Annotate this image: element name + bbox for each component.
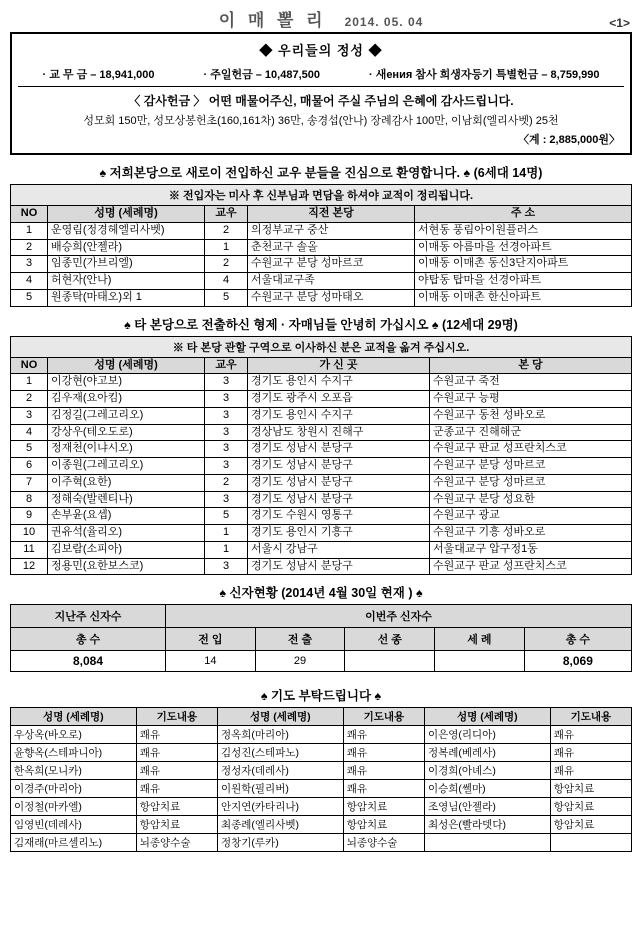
col-parish: 본 당 [430, 357, 632, 374]
status-value-row [11, 651, 632, 672]
table-row [11, 289, 632, 306]
cell-parish: 춘천교구 솔올 [248, 239, 415, 256]
prayer-item: 쾌유 [343, 726, 424, 744]
cell-no: 1 [11, 222, 48, 239]
status-col-prev-total: 총 수 [11, 628, 166, 651]
cell-parish: 군종교구 진해해군 [430, 424, 632, 441]
cell-no: 1 [11, 374, 48, 391]
cell-no: 6 [11, 458, 48, 475]
prayer-item: 쾌유 [343, 762, 424, 780]
offering-total: 〈계 : 2,885,000원〉 [518, 134, 620, 146]
cell-no: 5 [11, 441, 48, 458]
transfer-out-subheading: ※ 타 본당 관할 구역으로 이사하신 분은 교적을 옮겨 주십시오. [10, 336, 632, 357]
cell-name: 손부윤(요셉) [48, 508, 205, 525]
table-row [11, 256, 632, 273]
cell-parish: 의정부교구 중산 [248, 222, 415, 239]
prayer-item: 항암치료 [343, 798, 424, 816]
cell-no: 4 [11, 273, 48, 290]
prayer-name: 한옥희(모니카) [11, 762, 137, 780]
offering-item-2: · 새ения 참사 희생자등기 특별헌금 – 8,759,990 [368, 69, 600, 81]
cell-name: 정용민(요한보스코) [48, 558, 205, 575]
prayer-name: 이원학(필리버) [217, 780, 343, 798]
cell-name: 임종민(가브리엘) [48, 256, 205, 273]
offering-item-1: · 주일헌금 – 10,487,500 [203, 69, 320, 81]
cell-no: 10 [11, 525, 48, 542]
cell-destination: 경상남도 창원시 진해구 [248, 424, 430, 441]
cell-destination: 경기도 성남시 분당구 [248, 474, 430, 491]
cell-members: 3 [205, 407, 248, 424]
prayer-item: 항암치료 [343, 816, 424, 834]
cell-name: 김우재(요아킴) [48, 391, 205, 408]
cell-no: 9 [11, 508, 48, 525]
cell-no: 5 [11, 289, 48, 306]
col-address: 주 소 [415, 206, 632, 223]
cell-name: 김보람(소피아) [48, 541, 205, 558]
status-col-in: 전 입 [166, 628, 256, 651]
cell-destination: 경기도 광주시 오포읍 [248, 391, 430, 408]
prayer-item: 항암치료 [550, 816, 631, 834]
col-no: NO [11, 206, 48, 223]
prayer-name: 정창기(루카) [217, 834, 343, 852]
transfer-in-table [10, 205, 632, 307]
cell-parish: 수원교구 판교 성프란치스코 [430, 558, 632, 575]
col-destination: 가 신 곳 [248, 357, 430, 374]
col-members: 교우 [205, 357, 248, 374]
cell-name: 권유석(율리오) [48, 525, 205, 542]
transfer-in-heading: ♠ 저희본당으로 새로이 전입하신 교우 분들을 진심으로 환영합니다. ♠ (6세대 14명) [99, 166, 543, 180]
table-row [11, 222, 632, 239]
cell-destination: 경기도 용인시 수지구 [248, 407, 430, 424]
status-col-total: 총 수 [524, 628, 631, 651]
prayer-name: 임영빈(데레사) [11, 816, 137, 834]
prayer-item: 항암치료 [136, 816, 217, 834]
cell-address: 이매동 이매촌 한신아파트 [415, 289, 632, 306]
table-row [11, 239, 632, 256]
transfer-out-table [10, 357, 632, 576]
table-header-row [11, 206, 632, 223]
cell-destination: 경기도 성남시 분당구 [248, 491, 430, 508]
masthead [10, 6, 632, 32]
prayer-row [11, 726, 632, 744]
issue-date: 2014. 05. 04 [344, 15, 424, 29]
cell-no: 3 [11, 407, 48, 424]
prayer-item: 쾌유 [136, 780, 217, 798]
cell-parish: 수원교구 죽전 [430, 374, 632, 391]
prayer-col-name-1: 성명 (세례명) [11, 708, 137, 726]
prayer-item: 쾌유 [343, 780, 424, 798]
cell-members: 3 [205, 391, 248, 408]
cell-destination: 경기도 성남시 분당구 [248, 441, 430, 458]
prayer-row [11, 798, 632, 816]
cell-members: 2 [205, 256, 248, 273]
cell-parish: 수원교구 광교 [430, 508, 632, 525]
table-row [11, 508, 632, 525]
cell-address: 야탑동 탑마을 선경아파트 [415, 273, 632, 290]
table-row [11, 374, 632, 391]
prayer-name: 정옥희(마리아) [217, 726, 343, 744]
cell-parish: 수원교구 기흥 성바오로 [430, 525, 632, 542]
table-row [11, 273, 632, 290]
cell-parish: 수원교구 능평 [430, 391, 632, 408]
cell-address: 이매동 이매촌 동신3단지아파트 [415, 256, 632, 273]
cell-members: 3 [205, 424, 248, 441]
prayer-item: 항암치료 [550, 780, 631, 798]
table-row [11, 541, 632, 558]
cell-members: 1 [205, 239, 248, 256]
cell-members: 3 [205, 441, 248, 458]
cell-name: 이강현(야고보) [48, 374, 205, 391]
cell-no: 12 [11, 558, 48, 575]
prayer-row [11, 834, 632, 852]
prayer-item: 쾌유 [550, 744, 631, 762]
prayer-name [424, 834, 550, 852]
cell-name: 김정길(그레고리오) [48, 407, 205, 424]
cell-members: 3 [205, 374, 248, 391]
cell-members: 3 [205, 491, 248, 508]
cell-address: 이매동 아름마을 선경아파트 [415, 239, 632, 256]
prayer-item: 쾌유 [136, 726, 217, 744]
cell-name: 배승희(안젤라) [48, 239, 205, 256]
offering-title: ◆ 우리들의 정성 ◆ [259, 43, 383, 58]
prayer-item: 쾌유 [343, 744, 424, 762]
cell-members: 3 [205, 558, 248, 575]
prayer-col-item-3: 기도내용 [550, 708, 631, 726]
table-row [11, 491, 632, 508]
cell-parish: 수원교구 분당 성마태오 [248, 289, 415, 306]
prayer-name: 이승희(쎌마) [424, 780, 550, 798]
status-table [10, 604, 632, 672]
prayer-col-item-2: 기도내용 [343, 708, 424, 726]
prayer-name: 이경희(아녜스) [424, 762, 550, 780]
prayer-name: 정성자(데레사) [217, 762, 343, 780]
cell-destination: 경기도 성남시 분당구 [248, 558, 430, 575]
prayer-col-name-3: 성명 (세례명) [424, 708, 550, 726]
prayer-header-row [11, 708, 632, 726]
prayer-name: 조영님(안젤라) [424, 798, 550, 816]
offering-item-0: · 교 무 금 – 18,941,000 [42, 69, 155, 81]
table-row [11, 407, 632, 424]
cell-members: 1 [205, 541, 248, 558]
prayer-name: 윤향옥(스테파니아) [11, 744, 137, 762]
table-row [11, 458, 632, 475]
cell-parish: 수원교구 분당 성마르코 [248, 256, 415, 273]
prayer-heading: ♠ 기도 부탁드립니다 ♠ [260, 689, 382, 704]
cell-members: 2 [205, 474, 248, 491]
prayer-item: 쾌유 [550, 762, 631, 780]
status-value-baptism [435, 651, 525, 672]
prayer-name: 정복례(베레사) [424, 744, 550, 762]
cell-destination: 경기도 용인시 수지구 [248, 374, 430, 391]
status-value-prev-total: 8,084 [11, 651, 166, 672]
table-row [11, 391, 632, 408]
table-row [11, 424, 632, 441]
prayer-item: 뇌종양수술 [343, 834, 424, 852]
prayer-name: 이은영(리디아) [424, 726, 550, 744]
prayer-item: 뇌종양수술 [136, 834, 217, 852]
table-row [11, 558, 632, 575]
cell-members: 5 [205, 508, 248, 525]
status-col-baptism: 세 례 [435, 628, 525, 651]
page-title: 이 매 뽈 리 [218, 11, 327, 30]
status-value-death [345, 651, 435, 672]
status-value-in: 14 [166, 651, 256, 672]
thanks-offering-body: 성모회 150만, 성모상봉헌초(160,161차) 36만, 송경섭(안나) 장례감사 100만, 이남회(엘리사벳) 25천 [83, 115, 559, 127]
prayer-col-item-1: 기도내용 [136, 708, 217, 726]
col-no: NO [11, 357, 48, 374]
cell-parish: 수원교구 분당 성마르코 [430, 474, 632, 491]
offering-box [10, 32, 632, 155]
thanks-offering-title: 〈 감사헌금 〉 어떤 매물어주신, 매물어 주실 주님의 은혜에 감사드립니다. [128, 94, 514, 108]
status-value-total: 8,069 [524, 651, 631, 672]
page-number: <1> [609, 16, 630, 30]
cell-no: 2 [11, 239, 48, 256]
prayer-name: 최성은(빨라뎃다) [424, 816, 550, 834]
table-row [11, 525, 632, 542]
offering-items [18, 64, 624, 87]
cell-members: 4 [205, 273, 248, 290]
table-header-row [11, 357, 632, 374]
prayer-row [11, 744, 632, 762]
cell-destination: 경기도 성남시 분당구 [248, 458, 430, 475]
prayer-table [10, 707, 632, 852]
prayer-item: 쾌유 [550, 726, 631, 744]
status-header-row [11, 628, 632, 651]
cell-name: 허현자(안나) [48, 273, 205, 290]
transfer-in-subheading: ※ 전입자는 미사 후 신부님과 면담을 하셔야 교적이 정리됩니다. [10, 184, 632, 205]
status-group-last-week: 지난주 신자수 [11, 605, 166, 628]
cell-members: 1 [205, 525, 248, 542]
prayer-item: 쾌유 [136, 762, 217, 780]
prayer-name: 김재래(마르셀리노) [11, 834, 137, 852]
cell-parish: 서울대교구 압구정1동 [430, 541, 632, 558]
cell-members: 3 [205, 458, 248, 475]
table-row [11, 474, 632, 491]
prayer-name: 우상옥(바오로) [11, 726, 137, 744]
table-row [11, 441, 632, 458]
col-members: 교우 [205, 206, 248, 223]
col-previous-parish: 직전 본당 [248, 206, 415, 223]
prayer-col-name-2: 성명 (세례명) [217, 708, 343, 726]
cell-no: 8 [11, 491, 48, 508]
prayer-row [11, 780, 632, 798]
status-value-out: 29 [255, 651, 345, 672]
cell-parish: 수원교구 판교 성프란치스코 [430, 441, 632, 458]
cell-name: 이주혁(요한) [48, 474, 205, 491]
cell-name: 이종원(그레고리오) [48, 458, 205, 475]
prayer-name: 이정철(마카엘) [11, 798, 137, 816]
cell-name: 운영림(정경헤엘리사벳) [48, 222, 205, 239]
prayer-item: 항암치료 [550, 798, 631, 816]
cell-no: 4 [11, 424, 48, 441]
cell-no: 3 [11, 256, 48, 273]
cell-name: 강상우(테오도로) [48, 424, 205, 441]
cell-destination: 경기도 수원시 영통구 [248, 508, 430, 525]
cell-name: 정해숙(발렌티나) [48, 491, 205, 508]
prayer-name: 이경주(마리아) [11, 780, 137, 798]
prayer-name: 안지연(카타리나) [217, 798, 343, 816]
cell-no: 2 [11, 391, 48, 408]
status-group-this-week: 이번주 신자수 [166, 605, 632, 628]
cell-no: 7 [11, 474, 48, 491]
cell-name: 정재천(이냐시오) [48, 441, 205, 458]
cell-parish: 수원교구 분당 성요한 [430, 491, 632, 508]
prayer-item: 항암치료 [136, 798, 217, 816]
status-group-row [11, 605, 632, 628]
cell-parish: 서울대교구족 [248, 273, 415, 290]
cell-members: 2 [205, 222, 248, 239]
cell-address: 서현동 풍림아이원플러스 [415, 222, 632, 239]
col-name: 성명 (세례명) [48, 357, 205, 374]
status-col-out: 전 출 [255, 628, 345, 651]
status-col-death: 선 종 [345, 628, 435, 651]
status-heading: ♠ 신자현황 (2014년 4월 30일 현재 ) ♠ [219, 586, 423, 601]
col-name: 성명 (세례명) [48, 206, 205, 223]
cell-parish: 수원교구 분당 성마르코 [430, 458, 632, 475]
prayer-row [11, 816, 632, 834]
prayer-item [550, 834, 631, 852]
cell-members: 5 [205, 289, 248, 306]
prayer-name: 김성진(스테파노) [217, 744, 343, 762]
cell-destination: 서울시 강남구 [248, 541, 430, 558]
transfer-out-heading: ♠ 타 본당으로 전출하신 형제 · 자매님들 안녕히 가십시오 ♠ (12세대 29명) [124, 317, 518, 332]
prayer-name: 최종례(엘리사벳) [217, 816, 343, 834]
cell-parish: 수원교구 동천 성바오로 [430, 407, 632, 424]
prayer-item: 쾌유 [136, 744, 217, 762]
cell-name: 원종탁(마태오)외 1 [48, 289, 205, 306]
cell-destination: 경기도 용인시 기흥구 [248, 525, 430, 542]
prayer-row [11, 762, 632, 780]
cell-no: 11 [11, 541, 48, 558]
